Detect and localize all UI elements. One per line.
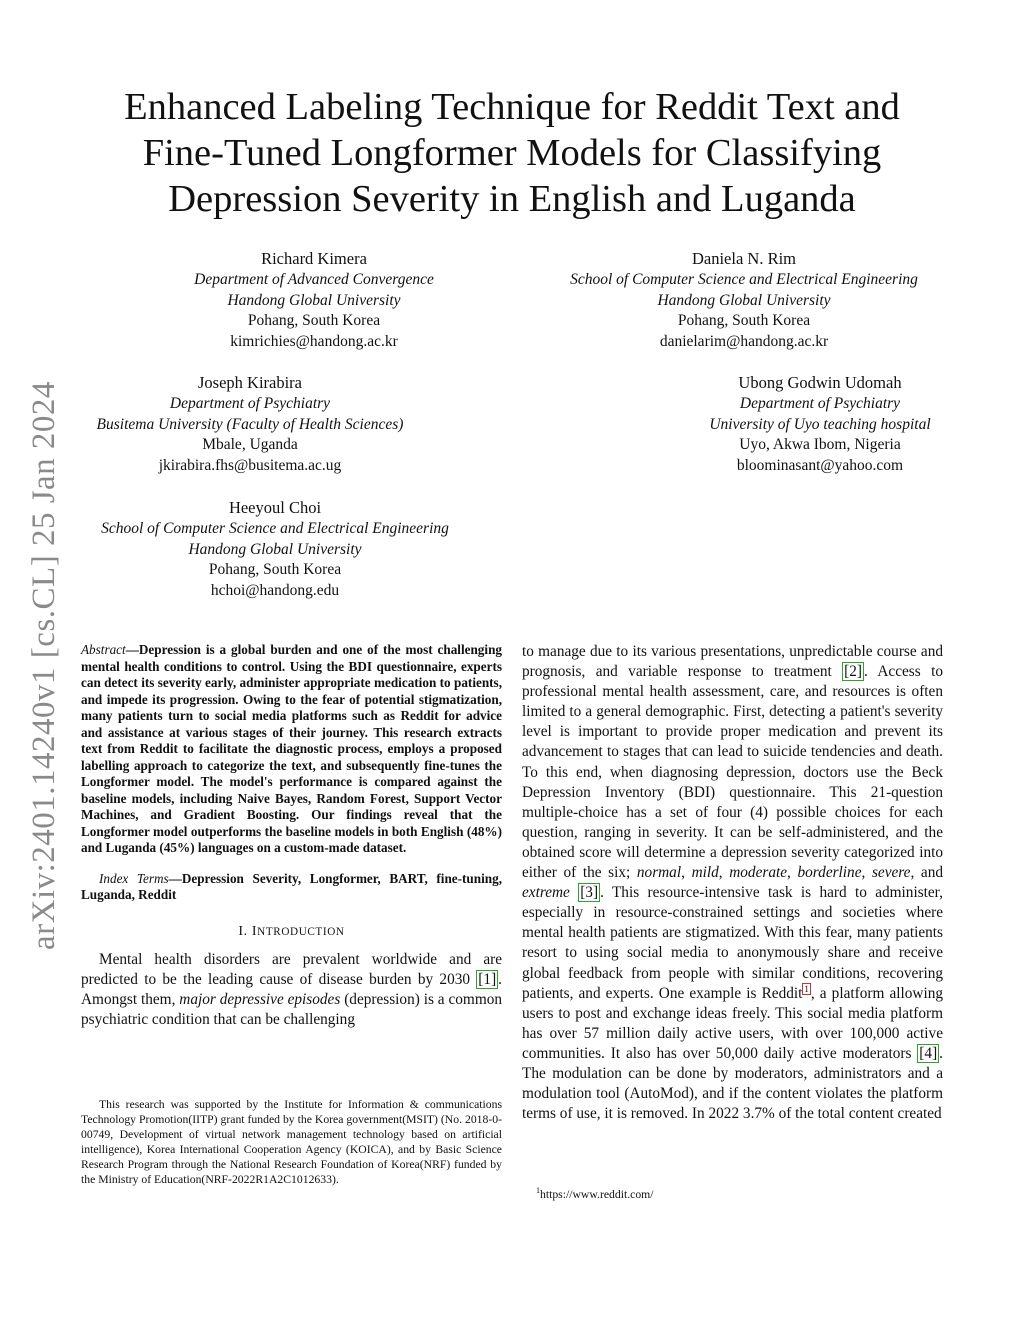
citation-link[interactable]: [4] (919, 1044, 938, 1062)
author-block-udomah (680, 373, 960, 477)
author-institution: University of Uyo teaching hospital (709, 415, 931, 433)
index-terms-label: Index Terms (99, 870, 169, 886)
author-institution: Handong Global University (657, 291, 831, 309)
author-department: Department of Advanced Convergence (194, 270, 434, 288)
author-institution: Handong Global University (227, 291, 401, 309)
author-department: School of Computer Science and Electrical Engineering (101, 519, 449, 537)
author-department: Department of Psychiatry (739, 394, 901, 412)
arxiv-identifier-stamp: arXiv:2401.14240v1 [cs.CL] 25 Jan 2024 (26, 381, 62, 950)
footnote-url[interactable]: https://www.reddit.com/ (540, 1187, 654, 1201)
author-location: Uyo, Akwa Ibom, Nigeria (739, 436, 901, 454)
paper-title (80, 84, 944, 222)
author-institution: Handong Global University (188, 540, 362, 558)
author-department: Department of Psychiatry (169, 394, 331, 412)
author-email[interactable]: bloominasant@yahoo.com (736, 457, 904, 475)
abstract (81, 642, 502, 857)
author-block-kirabira (70, 373, 430, 477)
section-heading-introduction: I. INTRODUCTION (238, 923, 345, 939)
author-block-rim (544, 249, 944, 353)
footnote-link[interactable]: 1 (804, 983, 809, 994)
author-location: Pohang, South Korea (247, 312, 381, 330)
citation-link[interactable]: [2] (844, 663, 863, 681)
funding-footnote: This research was supported by the Institute for Information & communications Technology Promotion(IITP) grant funded by the Korea government(MSIT) (No. 2018-0-00749, Development of virtual network management technology based on artificial intelligence), Korea International Cooperation Agency (KOICA), and by Basic Science Research Program through the National Research Foundation of Korea(NRF) funded by the Ministry of Education(NRF-2022R1A2C1012633). (81, 1098, 502, 1187)
citation-link[interactable]: [3] (580, 884, 599, 902)
footnote-mark: 1 (536, 1186, 540, 1195)
author-email[interactable]: kimrichies@handong.ac.kr (230, 333, 398, 351)
author-location: Mbale, Uganda (202, 436, 298, 454)
left-column (81, 642, 502, 1030)
index-terms-text: —Depression Severity, Longformer, BART, fine-tuning, Luganda, Reddit (81, 870, 502, 902)
title-line-1: Enhanced Labeling Technique for Reddit Text and (124, 86, 900, 128)
abstract-text: —Depression is a global burden and one of the most challenging mental health conditions to control. Using the BDI questionnaire, experts can detect its severity early, administer appropriate medication to patients, and impede its progression. Owing to the fear of potential stigmatization, many patients turn to social media platforms such as Reddit for advice and assistance at various stages of their journey. This research extracts text from Reddit to facilitate the diagnostic process, employs a proposed labelling approach to categorize the text, and subsequently fine-tunes the Longformer model. The model's performance is compared against the baseline models, including Naive Bayes, Random Forest, Support Vector Machines, and Gradient Boosting. Our findings reveal that the Longformer model outperforms the baseline models in both English (48%) and Luganda (45%) languages on a custom-made dataset. (81, 642, 502, 855)
author-name: Heeyoul Choi (228, 498, 322, 517)
abstract-label: Abstract (81, 642, 126, 657)
index-terms (81, 871, 502, 904)
reddit-footnote (536, 1186, 654, 1201)
intro-paragraph-continued: to manage due to its various presentations, unpredictable course and prognosis, and variable response to treatment [2] . Access to professional mental health assessment, care, and resources is often limited to a general demographic. First, detecting a patient's severity level is important to provide proper medication and prevent its advancement to stages that can lead to suicide tendencies and death. To this end, when diagnosing depression, doctors use the Beck Depression Inventory (BDI) questionnaire. This 21-question multiple-choice has a set of four (4) possible choices for each question, ranging in severity. It can be self-administered, and the obtained score will determine a depression severity categorized into either of the six; normal, mild, moderate, borderline, severe, and extreme [3] . This resource-intensive task is hard to administer, especially in resource-constrained settings and societies where mental health patients are stigmatized. With this fear, many patients resort to using social media to anonymously share and receive global feedback from people with similar conditions, recovering patients, and experts. One example is Reddit $^1$ , a platform allowing users to post and exchange ideas freely. This social media platform has over 57 million daily active users, with over 100,000 active communities. It also has over 50,000 daily active moderators [4] . The modulation can be done by moderators, administrators and a modulation tool (AutoMod), and if the content violates the platform terms of use, it is removed. In 2022 3.7% of the total content created (522, 643, 944, 1123)
author-email[interactable]: jkirabira.fhs@busitema.ac.ug (158, 457, 342, 475)
author-name: Ubong Godwin Udomah (738, 373, 902, 392)
author-location: Pohang, South Korea (208, 561, 342, 579)
author-institution: Busitema University (Faculty of Health Sciences) (96, 415, 404, 433)
author-block-choi (70, 498, 480, 602)
title-line-3: Depression Severity in English and Luganda (168, 178, 856, 220)
author-department: School of Computer Science and Electrical Engineering (570, 270, 918, 288)
intro-paragraph: Mental health disorders are prevalent worldwide and are predicted to be the leading cause of disease burden by 2030 [1] . Amongst them, major depressive episodes (depression) is a common psychiatric condition that can be challenging (81, 950, 503, 1028)
author-name: Daniela N. Rim (691, 249, 797, 268)
author-name: Joseph Kirabira (197, 373, 302, 392)
title-line-2: Fine-Tuned Longformer Models for Classifying (142, 132, 882, 174)
author-email[interactable]: danielarim@handong.ac.kr (659, 333, 829, 351)
author-location: Pohang, South Korea (677, 312, 811, 330)
right-column (522, 642, 943, 1124)
author-name: Richard Kimera (261, 249, 367, 268)
author-block-kimera (124, 249, 504, 353)
citation-link[interactable]: [1] (478, 970, 497, 988)
author-email[interactable]: hchoi@handong.edu (210, 582, 340, 600)
